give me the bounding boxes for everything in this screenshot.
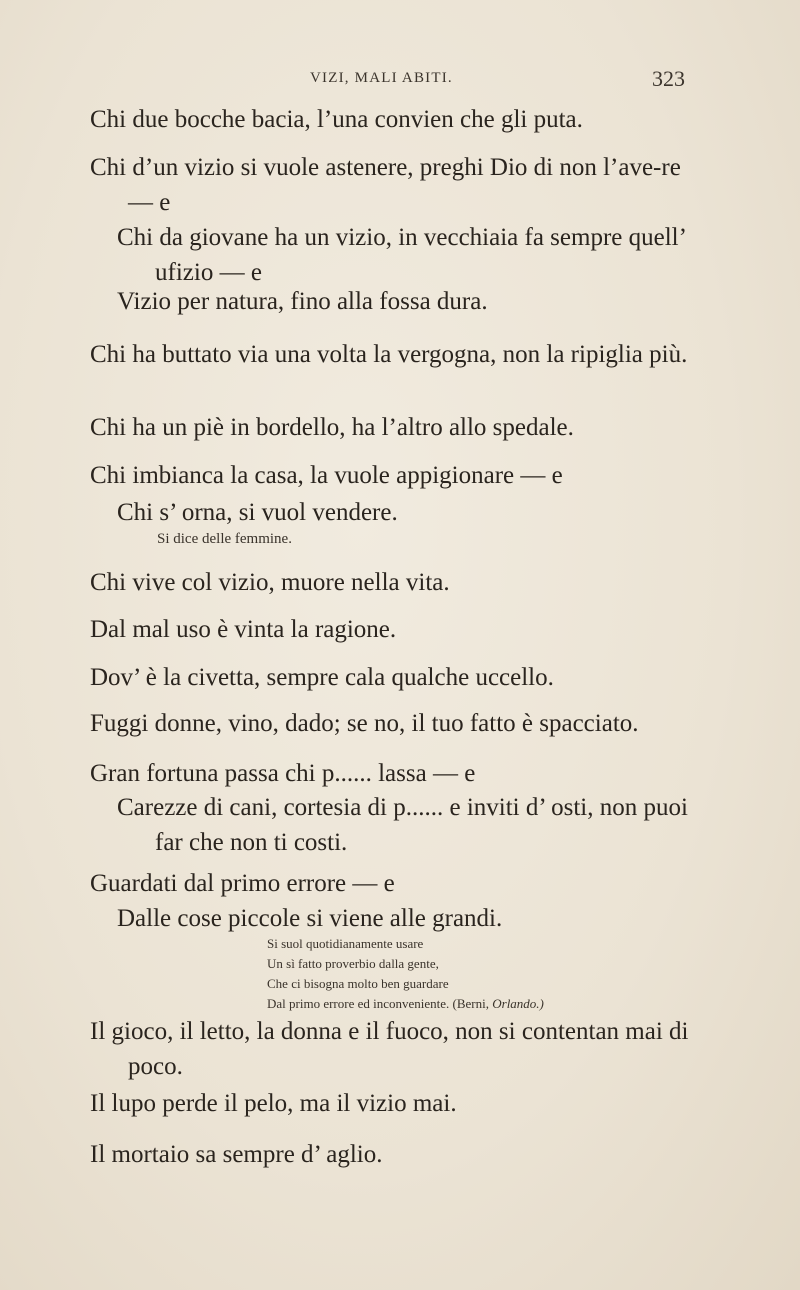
proverb (90, 790, 700, 860)
proverb-text: Chi d’un vizio si vuole astenere, preghi Dio di non l’ave-re — e (90, 154, 681, 216)
proverb-text: Chi ha buttato via una volta la vergogna, non la ripiglia più. (90, 341, 688, 368)
proverb-text: Chi vive col vizio, muore nella vita. (90, 569, 450, 596)
proverb-text: Gran fortuna passa chi p...... lassa — e (90, 760, 476, 787)
proverb (90, 706, 700, 741)
proverb (90, 458, 700, 493)
note-line: Si suol quotidianamente usare (267, 936, 424, 951)
proverb-text: Chi imbianca la casa, la vuole appigionare — e (90, 462, 563, 489)
proverb-text: Guardati dal primo errore — e (90, 870, 395, 897)
proverb-text: Carezze di cani, cortesia di p...... e inviti d’ osti, non puoi far che non ti costi. (117, 794, 688, 856)
proverb (90, 612, 700, 647)
proverb-text: Fuggi donne, vino, dado; se no, il tuo fatto è spacciato. (90, 710, 639, 737)
proverb (90, 756, 700, 791)
proverb (90, 102, 700, 137)
proverb (90, 660, 700, 695)
note-femmine: Si dice delle femmine. (157, 531, 292, 547)
proverb-text: Chi due bocche bacia, l’una convien che gli puta. (90, 106, 583, 133)
proverb-text: Chi s’ orna, si vuol vendere. (117, 499, 398, 526)
proverb-text: Chi da giovane ha un vizio, in vecchiaia fa sempre quell’ ufizio — e (117, 224, 686, 286)
proverb (90, 410, 700, 445)
note-line-text: Dal primo errore ed inconveniente. (Berni, (267, 996, 489, 1011)
proverb (90, 565, 700, 600)
proverb (90, 284, 700, 319)
proverb (90, 1086, 700, 1121)
note-line (267, 994, 707, 1014)
note-berni (267, 934, 707, 1014)
proverb-text: Vizio per natura, fino alla fossa dura. (117, 288, 488, 315)
proverb (90, 866, 700, 901)
proverb (90, 1014, 700, 1084)
running-head: VIZI, MALI ABITI. (310, 70, 453, 86)
proverb (90, 337, 700, 372)
page-header (0, 66, 800, 96)
note-line: Che ci bisogna molto ben guardare (267, 976, 449, 991)
note-source: Orlando.) (492, 996, 544, 1011)
proverb (90, 1137, 700, 1172)
note-line: Un sì fatto proverbio dalla gente, (267, 956, 439, 971)
proverb (90, 901, 700, 936)
proverb-text: Dal mal uso è vinta la ragione. (90, 616, 397, 643)
proverb-text: Chi ha un piè in bordello, ha l’altro allo spedale. (90, 414, 574, 441)
proverb (90, 220, 700, 290)
proverb (90, 495, 700, 530)
proverb-text: Il mortaio sa sempre d’ aglio. (90, 1141, 383, 1168)
proverb (90, 150, 700, 220)
page-number: 323 (652, 66, 685, 91)
proverb-text: Dov’ è la civetta, sempre cala qualche uccello. (90, 664, 554, 691)
proverb-text: Il gioco, il letto, la donna e il fuoco, non si contentan mai di poco. (90, 1018, 689, 1080)
proverb-text: Il lupo perde il pelo, ma il vizio mai. (90, 1090, 457, 1117)
proverb-text: Dalle cose piccole si viene alle grandi. (117, 905, 503, 932)
